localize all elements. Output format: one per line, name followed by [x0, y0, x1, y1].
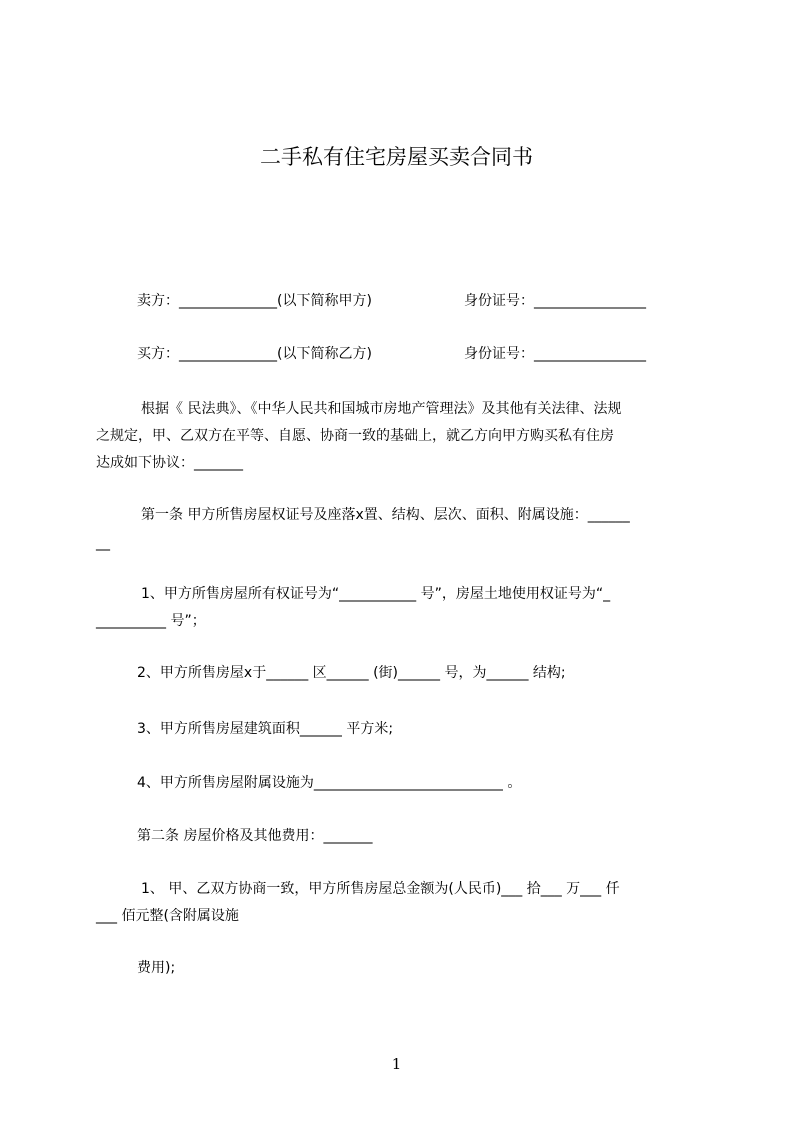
article1-item1-line-2: __________ 号”；: [96, 613, 206, 629]
article1-heading-line-1: 第一条 甲方所售房屋权证号及座落ⅹ置、结构、层次、面积、附属设施：______: [141, 507, 630, 523]
buyer-field: 买方：______________(以下简称乙方): [137, 346, 372, 362]
buyer-id-field: 身份证号：________________: [464, 346, 646, 362]
article1-item1-line-1: 1、甲方所售房屋所有权证号为“___________ 号”，房屋土地使用权证号为“_: [141, 586, 611, 602]
preamble-line-3: 达成如下协议：_______: [96, 455, 243, 471]
article1-heading-line-2: __: [96, 535, 110, 551]
article2-item1-line-1: 1、 甲、乙双方协商一致，甲方所售房屋总金额为(人民币)___ 拾___ 万___ 仟: [141, 881, 620, 897]
page-number: 1: [391, 1055, 402, 1073]
article1-item3: 3、甲方所售房屋建筑面积______ 平方米;: [137, 721, 394, 737]
article2-heading: 第二条 房屋价格及其他费用：_______: [137, 828, 373, 844]
seller-id-field: 身份证号：________________: [464, 293, 646, 309]
preamble-line-1: 根据《 民法典》、《中华人民共和国城市房地产管理法》及其他有关法律、法规: [141, 401, 622, 417]
article1-item2: 2、甲方所售房屋ⅹ于______ 区______ (街)______ 号，为______ 结构;: [137, 665, 566, 681]
document-title: 二手私有住宅房屋买卖合同书: [260, 145, 533, 169]
seller-field: 卖方：______________(以下简称甲方): [137, 293, 372, 309]
article2-item1-line-2: ___ 佰元整(含附属设施: [96, 908, 239, 924]
preamble-line-2: 之规定，甲、乙双方在平等、自愿、协商一致的基础上，就乙方向甲方购买私有住房: [96, 428, 614, 444]
article2-item1-continuation: 费用);: [137, 960, 176, 976]
article1-item4: 4、甲方所售房屋附属设施为___________________________ 。: [137, 775, 522, 791]
